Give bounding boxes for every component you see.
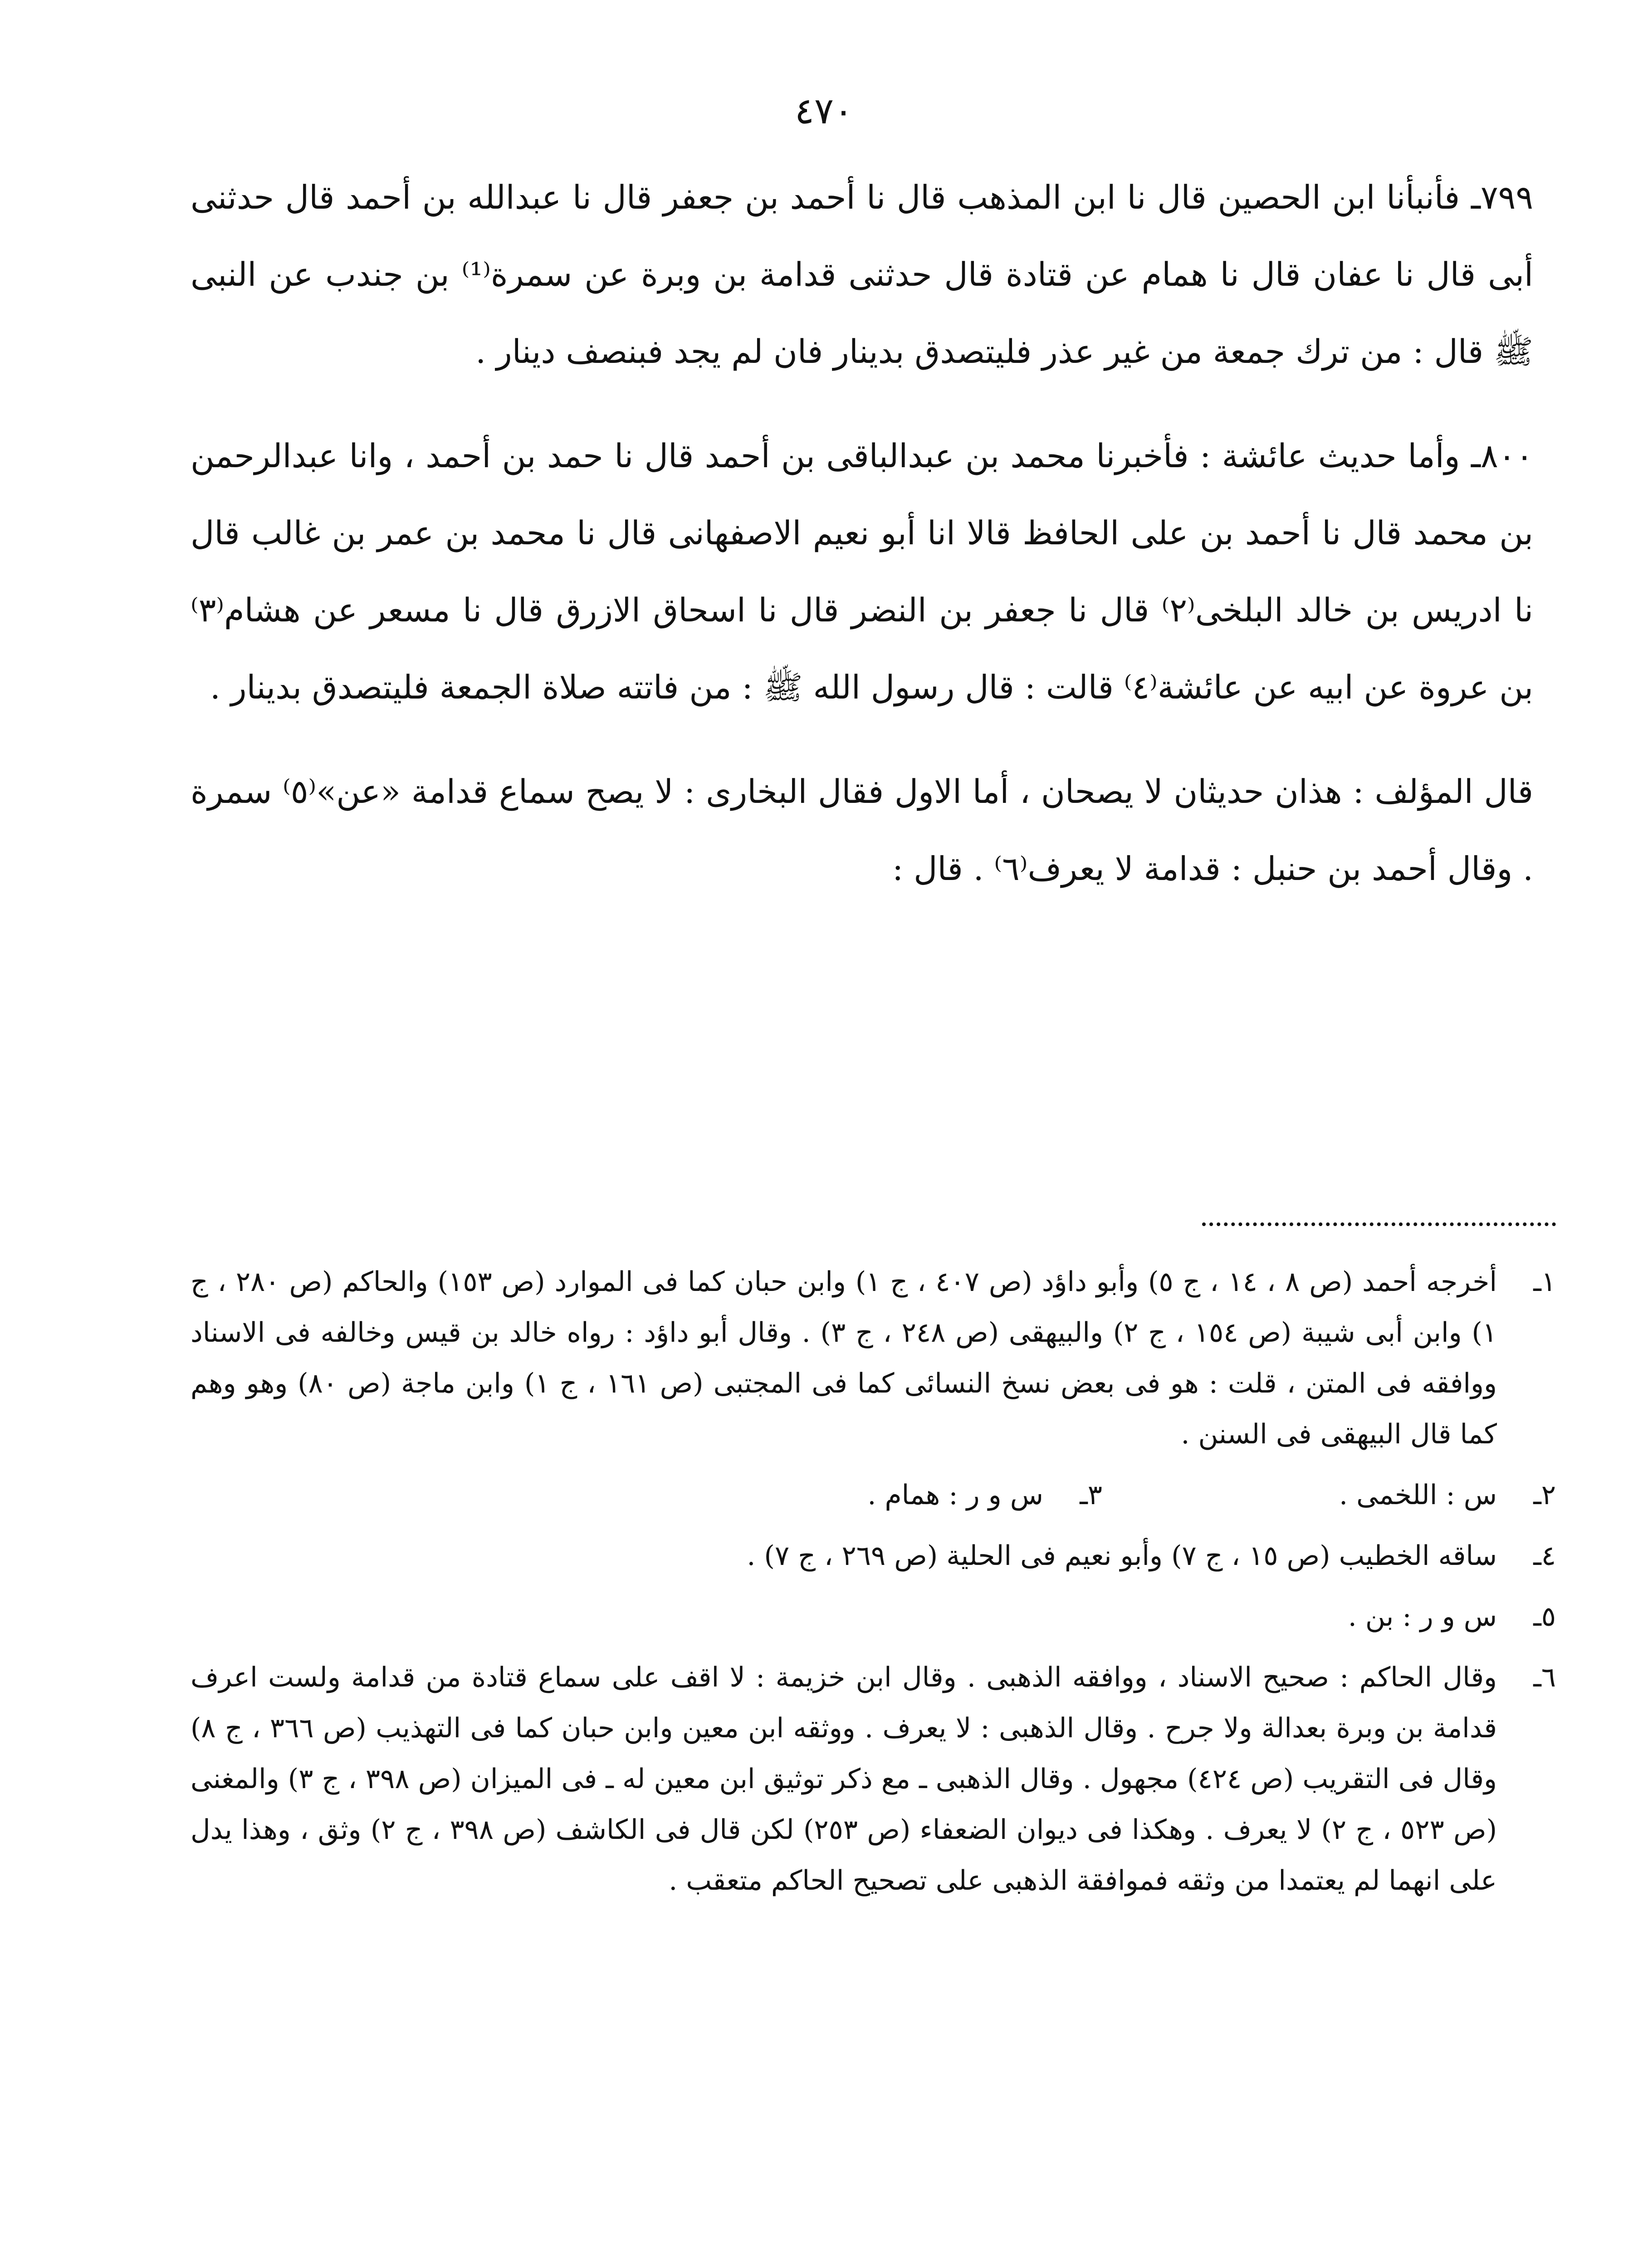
footnote-1 [191,1256,1556,1460]
footnote-number: ٢ـ [1533,1479,1556,1511]
footnote-4 [191,1530,1556,1581]
footnote-number: ٦ـ [1533,1662,1556,1693]
footnote-separator [1202,1222,1556,1226]
author-comment-paragraph: قال المؤلف : هذان حديثان لا يصحان ، أما الاول فقال البخارى : لا يصح سماع قدامة «عن»⁽٥⁾ سمرة . وقال أحمد بن حنبل : قدامة لا يعرف⁽٦⁾ . قال : [191,772,1533,888]
hadith-800-paragraph: ٨٠٠ـ وأما حديث عائشة : فأخبرنا محمد بن عبدالباقى بن أحمد قال نا حمد بن أحمد ، وانا عبدالرحمن بن محمد قال نا أحمد بن على الحافظ قالا انا أبو نعيم الاصفهانى قال نا محمد بن عمر بن غالب قال نا ادريس بن خالد البلخى⁽٢⁾ قال نا جعفر بن النضر قال نا اسحاق الازرق قال نا مسعر عن هشام⁽٣⁾ بن عروة عن ابيه عن عائشة⁽٤⁾ قالت : قال رسول الله ﷺ : من فاتته صلاة الجمعة فليتصدق بدينار . [191,437,1534,706]
footnote-text: س : اللخمى . [1339,1479,1497,1511]
footnote-text: ساقه الخطيب (ص ١٥ ، ج ٧) وأبو نعيم فى الحلية (ص ٢٦٩ ، ج ٧) . [747,1540,1497,1572]
page-number: ٤٧٠ [795,90,853,132]
hadith-799-paragraph: ٧٩٩ـ فأنبأنا ابن الحصين قال نا ابن المذهب قال نا أحمد بن جعفر قال نا عبدالله بن أحمد قال حدثنى أبى قال نا عفان قال نا همام عن قتادة قال حدثنى قدامة بن وبرة عن سمرة⁽¹⁾ بن جندب عن النبى ﷺ قال : من ترك جمعة من غير عذر فليتصدق بدينار فان لم يجد فبنصف دينار . [191,178,1533,371]
footnote-number: ٣ـ [1080,1479,1102,1511]
footnote-number: ٤ـ [1533,1540,1556,1572]
footnote-text: أخرجه أحمد (ص ٨ ، ١٤ ، ج ٥) وأبو داؤد (ص ٤٠٧ ، ج ١) وابن حبان كما فى الموارد (ص ١٥٣) والحاكم (ص ٢٨٠ ، ج ١) وابن أبى شيبة (ص ١٥٤ ، ج ٢) والبيهقى (ص ٢٤٨ ، ج ٣) . وقال أبو داؤد : رواه خالد بن قيس وخالفه فى الاسناد ووافقه فى المتن ، قلت : هو فى بعض نسخ النسائى كما فى المجتبى (ص ١٦١ ، ج ١) وابن ماجة (ص ٨٠) وهو وهم كما قال البيهقى فى السنن . [191,1266,1497,1450]
footnote-text: س و ر : همام . [867,1479,1043,1511]
main-text [191,159,1533,934]
footnote-5 [191,1591,1556,1642]
footnote-number: ١ـ [1533,1266,1556,1298]
footnote-number: ٥ـ [1533,1601,1556,1633]
footnote-text: س و ر : بن . [1348,1601,1497,1633]
footnote-2 [1102,1470,1556,1520]
footnote-3 [649,1470,1102,1520]
footnote-row-2-3 [191,1470,1556,1520]
footnote-text: وقال الحاكم : صحيح الاسناد ، ووافقه الذهبى . وقال ابن خزيمة : لا اقف على سماع قتادة من قدامة ولست اعرف قدامة بن وبرة بعدالة ولا جرح . وقال الذهبى : لا يعرف . ووثقه ابن معين وابن حبان كما فى التهذيب (ص ٣٦٦ ، ج ٨) وقال فى التقريب (ص ٤٢٤) مجهول . وقال الذهبى ـ مع ذكر توثيق ابن معين له ـ فى الميزان (ص ٣٩٨ ، ج ٣) والمغنى (ص ٥٢٣ ، ج ٢) لا يعرف . وهكذا فى ديوان الضعفاء (ص ٢٥٣) لكن قال فى الكاشف (ص ٣٩٨ ، ج ٢) وثق ، وهذا يدل على انهما لم يعتمدا من وثقه فموافقة الذهبى على تصحيح الحاكم متعقب . [191,1662,1497,1897]
footnote-6 [191,1652,1556,1906]
footnotes [191,1256,1556,1916]
